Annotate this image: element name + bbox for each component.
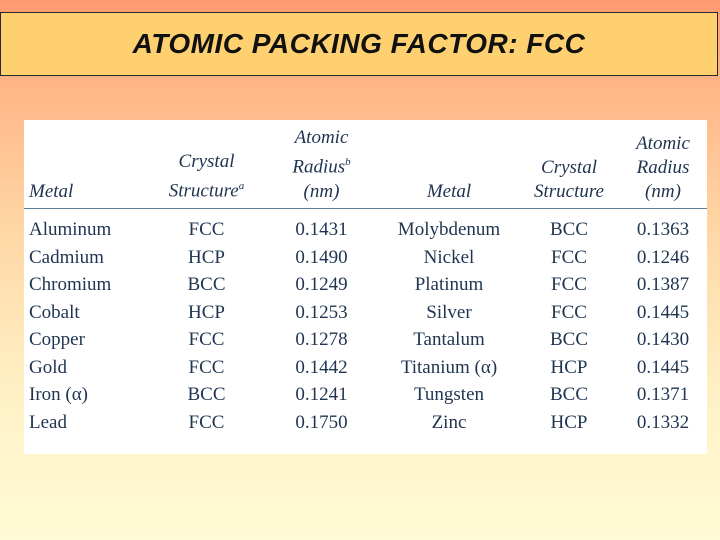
metal-cell: Chromium xyxy=(29,274,112,296)
metal-cell: Titanium (α) xyxy=(400,356,498,378)
header-atomic-radius: Atomic Radius$^b$ (nm) xyxy=(292,127,351,202)
header-crystal-structure: Crystal Structure$^a$ xyxy=(168,151,245,202)
structure-cell: BCC xyxy=(187,384,226,406)
table-row xyxy=(24,208,707,244)
header-metal: Metal xyxy=(29,180,74,202)
radius-cell: 0.1431 xyxy=(295,219,348,241)
structure-cell: HCP xyxy=(188,246,225,268)
structure-cell: BCC xyxy=(549,219,589,241)
structure-cell: HCP xyxy=(188,301,225,323)
structure-cell: FCC xyxy=(551,274,587,296)
metal-cell: Aluminum xyxy=(29,219,112,241)
table-row xyxy=(24,354,707,382)
structure-cell: HCP xyxy=(550,356,588,378)
slide-title: ATOMIC PACKING FACTOR: FCC xyxy=(132,28,586,59)
radius-cell: 0.1363 xyxy=(636,219,690,241)
atomic-radius-table xyxy=(24,120,707,437)
structure-cell: FCC xyxy=(188,219,225,241)
metal-cell: Iron (α) xyxy=(29,384,89,406)
structure-cell: FCC xyxy=(551,301,587,323)
metal-cell: Gold xyxy=(29,356,67,378)
structure-cell: FCC xyxy=(188,411,225,433)
radius-cell: 0.1490 xyxy=(295,246,348,268)
radius-cell: 0.1387 xyxy=(636,274,690,296)
structure-cell: FCC xyxy=(188,356,225,378)
table-header xyxy=(24,120,707,208)
table-row xyxy=(24,327,707,355)
structure-cell: BCC xyxy=(549,329,589,351)
table-row xyxy=(24,272,707,300)
header-crystal-structure-2: Crystal Structure xyxy=(533,156,604,202)
header-metal-2: Metal xyxy=(426,180,472,202)
metal-cell: Tungsten xyxy=(413,384,485,406)
table-row xyxy=(24,299,707,327)
metal-cell: Silver xyxy=(426,301,472,323)
metal-cell: Cadmium xyxy=(29,246,104,268)
radius-cell: 0.1750 xyxy=(295,411,348,433)
metal-cell: Tantalum xyxy=(413,329,485,351)
metal-cell: Nickel xyxy=(423,246,475,268)
metal-cell: Lead xyxy=(29,411,67,433)
metal-cell: Zinc xyxy=(431,411,467,433)
atomic-radius-table-panel xyxy=(24,120,707,454)
radius-cell: 0.1445 xyxy=(636,356,690,378)
radius-cell: 0.1332 xyxy=(636,411,690,433)
table-body xyxy=(24,208,707,437)
radius-cell: 0.1442 xyxy=(295,356,348,378)
radius-cell: 0.1253 xyxy=(295,301,348,323)
structure-cell: HCP xyxy=(550,411,588,433)
structure-cell: FCC xyxy=(188,329,225,351)
table-row xyxy=(24,244,707,272)
metal-cell: Platinum xyxy=(414,274,484,296)
radius-cell: 0.1371 xyxy=(636,384,690,406)
title-bar xyxy=(0,12,718,76)
radius-cell: 0.1445 xyxy=(636,301,690,323)
metal-cell: Molybdenum xyxy=(397,219,501,241)
radius-cell: 0.1249 xyxy=(295,274,348,296)
header-atomic-radius-2: Atomic Radius (nm) xyxy=(636,132,690,202)
structure-cell: BCC xyxy=(549,384,589,406)
radius-cell: 0.1241 xyxy=(295,384,348,406)
structure-cell: FCC xyxy=(551,246,587,268)
radius-cell: 0.1430 xyxy=(636,329,690,351)
metal-cell: Copper xyxy=(29,329,85,351)
table-row xyxy=(24,409,707,437)
radius-cell: 0.1246 xyxy=(636,246,690,268)
table-row xyxy=(24,382,707,410)
metal-cell: Cobalt xyxy=(29,301,80,323)
structure-cell: BCC xyxy=(187,274,226,296)
radius-cell: 0.1278 xyxy=(295,329,348,351)
